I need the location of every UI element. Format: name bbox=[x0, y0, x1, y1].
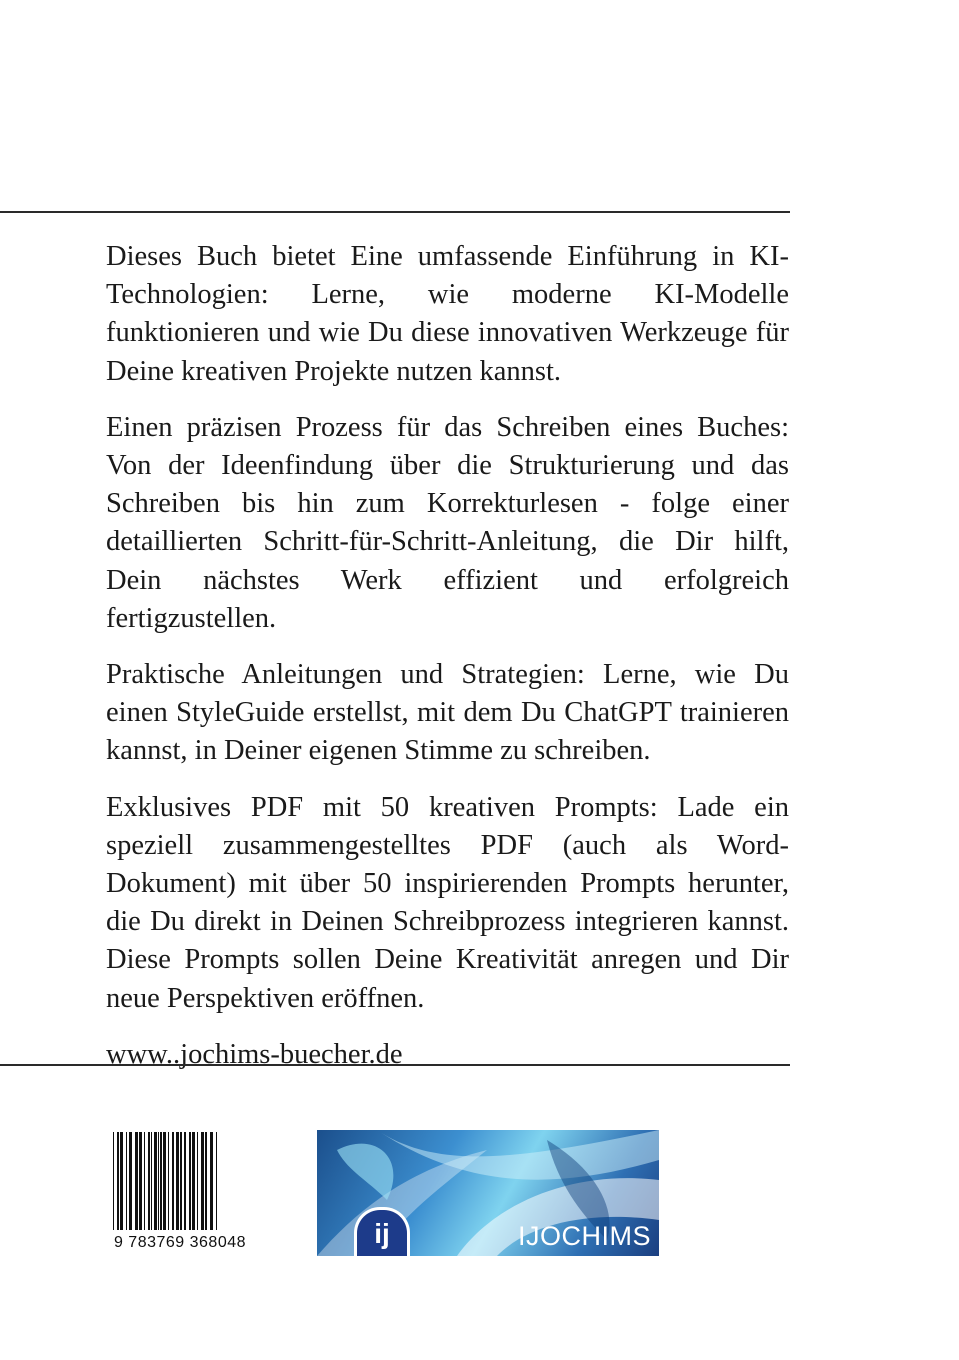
barcode-bar bbox=[139, 1132, 142, 1230]
paragraph-styleguide: Praktische Anleitungen und Strategien: Lerne, wie Du einen StyleGuide erstellst, mit dem Du ChatGPT trainieren kannst, in Deiner eigenen Stimme zu schreiben. bbox=[106, 659, 789, 767]
barcode-bar bbox=[210, 1132, 213, 1230]
barcode-bar bbox=[176, 1132, 179, 1230]
publisher-logo bbox=[317, 1130, 659, 1256]
paragraph-process: Einen präzisen Prozess für das Schreiben eines Buches: Von der Ideenfindung über die Strukturierung und das Schreiben bis hin zum Korrekturlesen - folge einer detaillierten Schritt-für-Schritt-Anleitung, die Dir hilft, Dein nächstes Werk effizient und erfolgreich fertigzustellen. bbox=[106, 411, 789, 634]
bottom-divider bbox=[0, 1064, 790, 1066]
barcode-bar bbox=[168, 1132, 169, 1230]
barcode-bar bbox=[172, 1132, 174, 1230]
barcode-bars bbox=[97, 1132, 263, 1232]
barcode-bar bbox=[135, 1132, 138, 1230]
barcode-bar bbox=[120, 1132, 123, 1230]
barcode-bar bbox=[126, 1132, 127, 1230]
isbn-barcode bbox=[97, 1132, 263, 1260]
barcode-bar bbox=[151, 1132, 152, 1230]
barcode-bar bbox=[197, 1132, 198, 1230]
barcode-bar bbox=[144, 1132, 145, 1230]
barcode-bar bbox=[117, 1132, 119, 1230]
logo-badge: ij bbox=[354, 1207, 410, 1256]
barcode-bar bbox=[184, 1132, 186, 1230]
barcode-bar bbox=[192, 1132, 195, 1230]
barcode-bar bbox=[129, 1132, 132, 1230]
barcode-bar bbox=[148, 1132, 150, 1230]
logo-wordmark: IJOCHIMS bbox=[517, 1221, 651, 1251]
barcode-bar bbox=[180, 1132, 182, 1230]
barcode-digits: 9 783769 368048 bbox=[113, 1234, 247, 1251]
barcode-bar bbox=[113, 1132, 114, 1230]
barcode-bar bbox=[158, 1132, 159, 1230]
back-cover-text bbox=[106, 238, 789, 1092]
paragraph-pdf-prompts: Exklusives PDF mit 50 kreativen Prompts: Lade ein speziell zusammengestelltes PDF (auch als Word-Dokument) mit über 50 inspirierenden Prompts herunter, die Du direkt in Deinen Schreibprozess integrieren kannst. Diese Prompts sollen Deine Kreativität anregen und Dir neue Perspektiven eröffnen. bbox=[106, 791, 789, 1014]
top-divider bbox=[0, 211, 790, 213]
barcode-bar bbox=[154, 1132, 157, 1230]
barcode-bar bbox=[216, 1132, 217, 1230]
barcode-bar bbox=[189, 1132, 191, 1230]
barcode-bar bbox=[205, 1132, 207, 1230]
website-link[interactable]: www..jochims-buecher.de bbox=[106, 1038, 403, 1070]
barcode-bar bbox=[160, 1132, 162, 1230]
barcode-bar bbox=[201, 1132, 204, 1230]
barcode-bar bbox=[163, 1132, 166, 1230]
paragraph-intro: Dieses Buch bietet Eine umfassende Einführung in KI-Technologien: Lerne, wie moderne KI-Modelle funktionieren und wie Du diese innovativen Werkzeuge für Deine kreativen Projekte nutzen kannst. bbox=[106, 241, 789, 387]
